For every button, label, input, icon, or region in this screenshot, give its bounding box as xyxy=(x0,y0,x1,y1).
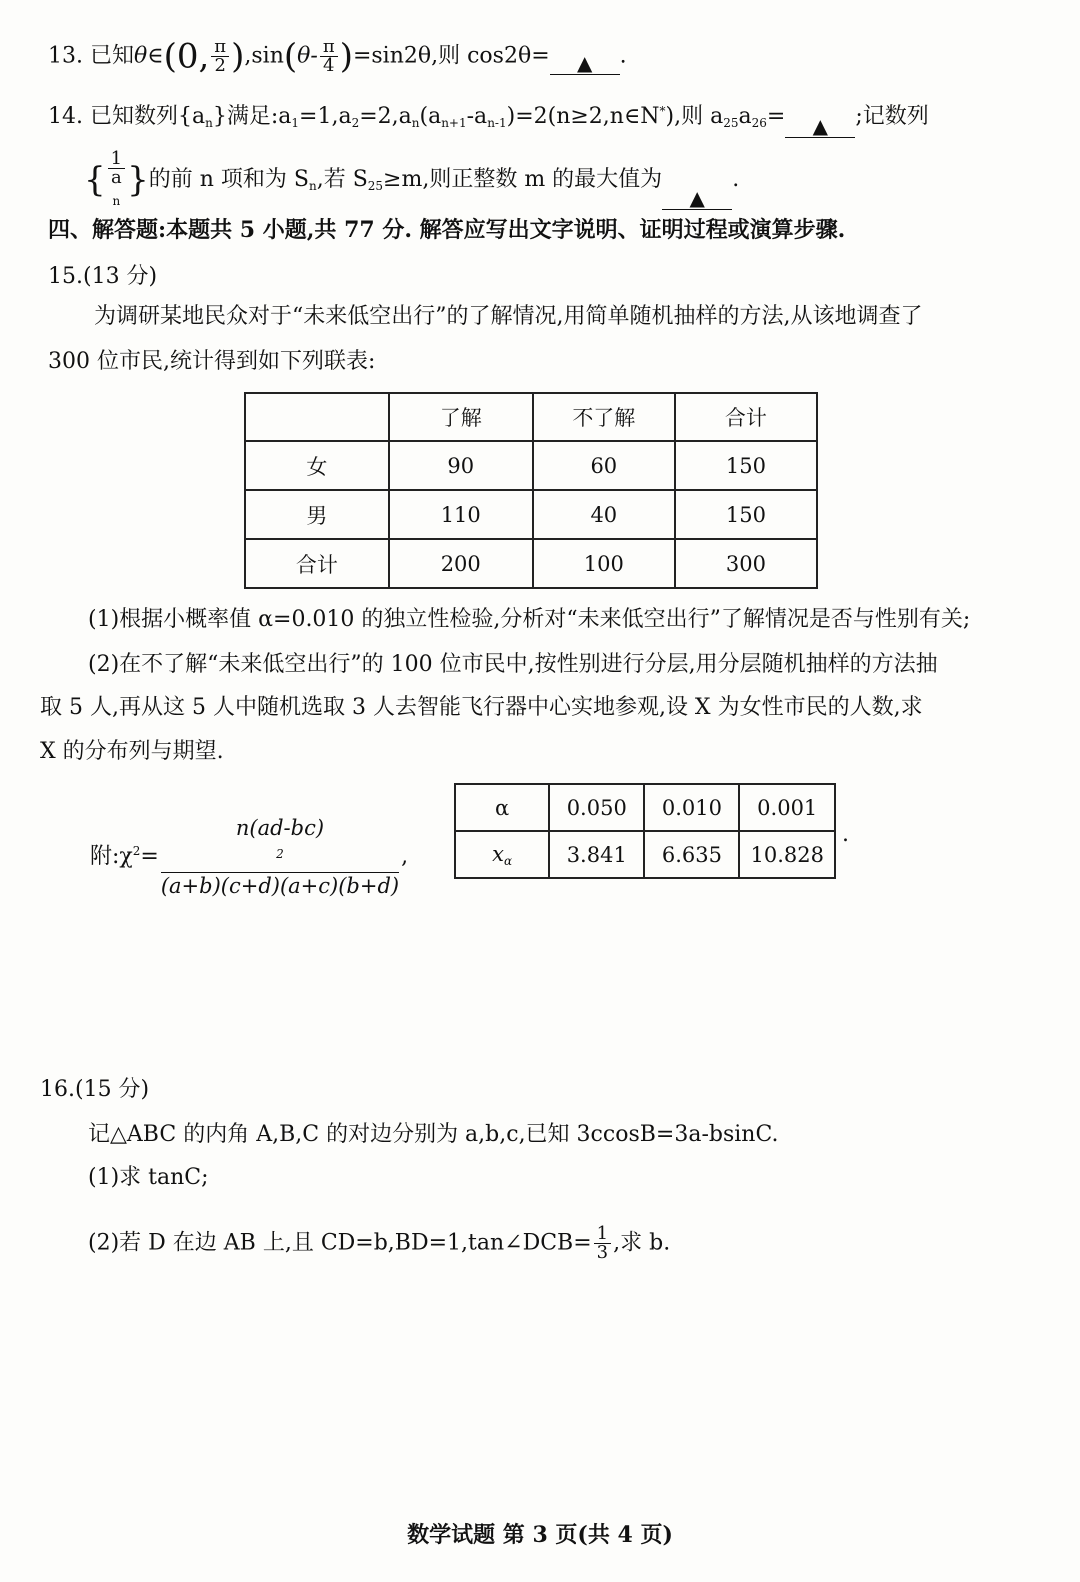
q13-close-2: ) xyxy=(339,36,353,77)
q14-reciprocal xyxy=(108,150,125,210)
q15-header: 15.(13 分) xyxy=(48,264,158,289)
q14-s8: 26 xyxy=(751,116,767,130)
question-13: 13. 已知θ∈(0, $\frac{\pi}{2}$ ),sin(θ- $\frac{\pi}{4}$ )=sin2θ,则 cos2θ= ▲ . xyxy=(48,36,627,77)
x-alpha-sub: α xyxy=(503,853,513,868)
table-row xyxy=(245,539,817,588)
triangle-icon: ▲ xyxy=(812,114,829,138)
q16-part-1: (1)求 tanC; xyxy=(88,1165,209,1190)
q14-s3: 2 xyxy=(351,116,360,130)
table-cell: 60 xyxy=(533,441,675,490)
q14-s1: n xyxy=(205,116,213,130)
q14-t11: ;记数列 xyxy=(855,104,929,129)
formula-denominator: (a+b)(c+d)(a+c)(b+d) xyxy=(160,874,400,898)
q14-t8: ),则 a xyxy=(665,104,724,129)
table-row xyxy=(455,784,835,831)
page-footer: 数学试题 第 3 页(共 4 页) xyxy=(407,1522,673,1548)
q14-star: * xyxy=(659,104,666,118)
q14-t6: -a xyxy=(466,104,488,129)
q15-intro-1: 为调研某地民众对于“未来低空出行”的了解情况,用简单随机抽样的方法,从该地调查了 xyxy=(94,304,923,329)
q14-frac-num: 1 xyxy=(108,150,125,169)
formula-numerator xyxy=(161,815,399,873)
q16-part-2 xyxy=(88,1225,670,1262)
table-cell: 不了解 xyxy=(533,393,675,441)
q14-s10: 25 xyxy=(367,179,384,193)
q16-statement: 记△ABC 的内角 A,B,C 的对边分别为 a,b,c,已知 3ccosB=3a-bsinC. xyxy=(88,1122,779,1147)
q13-close: ) xyxy=(231,36,245,77)
q14-s5: n+1 xyxy=(441,116,467,130)
q14-t3: =1,a xyxy=(299,104,352,129)
q16-part-2-end: ,求 b. xyxy=(613,1230,671,1256)
q13-answer-blank xyxy=(550,48,620,75)
table-row xyxy=(245,490,817,539)
appendix-square: 2 xyxy=(132,844,141,858)
q14-answer-blank-2 xyxy=(662,183,732,210)
table-cell: 90 xyxy=(389,441,533,490)
formula-comma: , xyxy=(401,844,409,869)
table-cell xyxy=(245,393,389,441)
q14-number: 14. xyxy=(48,104,83,129)
q13-interval-open: (0, xyxy=(163,36,210,77)
q13-in: ∈ xyxy=(147,43,164,69)
table-cell: 10.828 xyxy=(739,831,835,878)
table-cell: 了解 xyxy=(389,393,533,441)
q16-part-2-text: (2)若 D 在边 AB 上,且 CD=b,BD=1,tan∠DCB= xyxy=(88,1230,592,1256)
table-cell xyxy=(455,831,549,878)
table-cell: 100 xyxy=(533,539,675,588)
q13-four-den: 4 xyxy=(323,55,335,76)
question-14-line2: { 1 a $_n$ }的前 n 项和为 $S_n$,若 $S_{25}\ge m$,则正整数 m 的最大值为▲. xyxy=(84,148,740,210)
q16-header: 16.(15 分) xyxy=(40,1077,150,1102)
q13-end: . xyxy=(619,43,627,69)
appendix-eq: = xyxy=(140,844,159,869)
q14-t9: a xyxy=(738,104,752,129)
q14-t2: }满足:a xyxy=(212,104,292,129)
formula-num-sq: 2 xyxy=(276,847,284,861)
section-4-header: 四、解答题:本题共 5 小题,共 77 分. 解答应写出文字说明、证明过程或演算步骤. xyxy=(48,217,846,243)
q14-frac-sub: n xyxy=(112,194,121,208)
chi-square-formula xyxy=(90,815,408,899)
q16-frac-den: 3 xyxy=(596,1242,609,1263)
q15-part-2-a: (2)在不了解“未来低空出行”的 100 位市民中,按性别进行分层,用分层随机抽样的方法抽 xyxy=(88,652,938,677)
q13-theta-minus: θ- xyxy=(297,43,318,69)
x-alpha-label: x xyxy=(492,841,504,866)
q13-pi-num: π xyxy=(211,38,229,57)
table-cell: 0.001 xyxy=(739,784,835,831)
table-cell: 40 xyxy=(533,490,675,539)
q14-t7: )=2(n≥2,n∈N xyxy=(506,104,660,129)
q14-s4: n xyxy=(411,116,420,130)
triangle-icon: ▲ xyxy=(689,186,705,210)
table-cell: 合计 xyxy=(675,393,817,441)
q16-frac-num: 1 xyxy=(594,1225,611,1244)
q14-s9: n xyxy=(308,179,317,193)
table-cell: 3.841 xyxy=(549,831,644,878)
q13-pi-over-4 xyxy=(320,38,338,75)
q13-pi-num-2: π xyxy=(320,38,338,57)
q13-number: 13. xyxy=(48,43,83,69)
appendix-label: 附:χ xyxy=(90,844,133,869)
q13-theta: θ xyxy=(134,43,148,69)
table-cell: α xyxy=(455,784,549,831)
q14-s7: 25 xyxy=(723,116,739,130)
table-cell: 6.635 xyxy=(644,831,739,878)
formula-period: . xyxy=(842,822,849,847)
q14-t14: ≥m,则正整数 m 的最大值为 xyxy=(383,167,663,192)
q15-part-2-c: X 的分布列与期望. xyxy=(40,739,224,764)
q15-part-2-b: 取 5 人,再从这 5 人中随机选取 3 人去智能飞行器中心实地参观,设 X 为女性市民的人数,求 xyxy=(40,695,923,720)
question-14 xyxy=(48,96,929,138)
q15-part-1: (1)根据小概率值 α=0.010 的独立性检验,分析对“未来低空出行”了解情况是否与性别有关; xyxy=(88,607,971,632)
q15-intro-2: 300 位市民,统计得到如下列联表: xyxy=(48,349,376,374)
q14-t5: (a xyxy=(419,104,442,129)
q14-frac-den: a xyxy=(111,167,122,188)
q14-end: . xyxy=(732,167,740,192)
formula-num-text: n(ad-bc) xyxy=(235,816,325,840)
table-cell: 0.050 xyxy=(549,784,644,831)
q16-fraction xyxy=(594,1225,611,1262)
table-cell: 200 xyxy=(389,539,533,588)
table-row xyxy=(245,441,817,490)
q13-pi-over-2 xyxy=(211,38,229,75)
q13-eq: =sin2θ,则 cos2θ= xyxy=(352,43,550,69)
table-header-row xyxy=(245,393,817,441)
q13-text: 已知 xyxy=(90,43,135,69)
critical-value-table xyxy=(454,783,836,879)
triangle-icon: ▲ xyxy=(576,51,593,75)
table-cell: 110 xyxy=(389,490,533,539)
table-row xyxy=(455,831,835,878)
table-cell: 男 xyxy=(245,490,389,539)
table-cell: 300 xyxy=(675,539,817,588)
chi-square-fraction xyxy=(161,815,399,899)
q14-s2: 1 xyxy=(291,116,300,130)
q13-sin: ,sin xyxy=(244,43,284,69)
q14-answer-blank-1 xyxy=(785,111,855,138)
q14-t1: 已知数列{a xyxy=(90,104,206,129)
table-cell: 合计 xyxy=(245,539,389,588)
q14-t13: ,若 S xyxy=(316,167,368,192)
table-cell: 0.010 xyxy=(644,784,739,831)
table-cell: 150 xyxy=(675,441,817,490)
q14-t4: =2,a xyxy=(359,104,412,129)
q14-t10: = xyxy=(766,104,786,129)
q14-s6: n-1 xyxy=(487,116,507,130)
contingency-table xyxy=(244,392,818,589)
q13-two-den: 2 xyxy=(214,55,226,76)
q14-t12: 的前 n 项和为 S xyxy=(148,167,309,192)
table-cell: 150 xyxy=(675,490,817,539)
table-cell: 女 xyxy=(245,441,389,490)
